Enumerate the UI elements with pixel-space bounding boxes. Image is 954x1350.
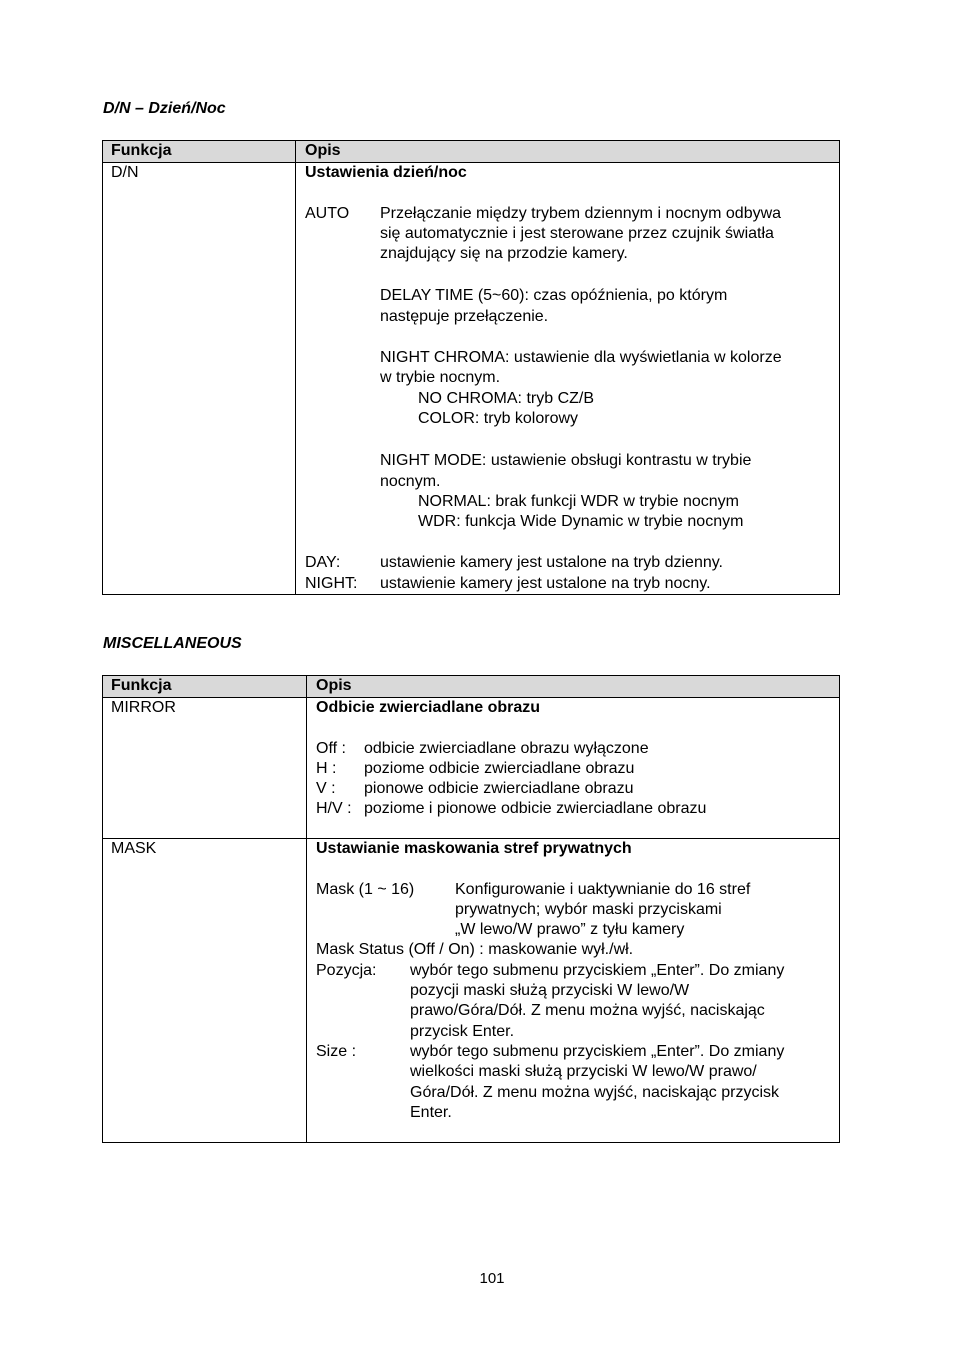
text-line: WDR: funkcja Wide Dynamic w trybie nocnym [418,513,744,531]
text-line: NIGHT CHROMA: ustawienie dla wyświetlania w kolorze [380,349,782,367]
position-option [316,961,831,1042]
table-header-row [103,676,840,698]
text-line: Konfigurowanie i uaktywnianie do 16 stref [455,880,751,898]
text-line: pozycji maski służą przyciski W lewo/W [410,982,690,1000]
text-line: wielkości maski służą przyciski W lewo/W prawo/ [410,1063,757,1081]
text-line: wybór tego submenu przyciskiem „Enter”. Do zmiany [410,961,785,979]
row-heading: Odbicie zwierciadlane obrazu [316,699,541,716]
text-line: Enter. [410,1103,452,1121]
option-text: poziome i pionowe odbicie zwierciadlane obrazu [364,800,707,818]
night-mode-options [305,492,831,533]
mirror-option [316,739,831,759]
row-heading: Ustawianie maskowania stref prywatnych [316,840,632,857]
night-mode-text [305,451,831,492]
text-line: nocnym. [380,472,441,490]
option-text: ustawienie kamery jest ustalone na tryb dzienny. [380,554,723,572]
header-description: Opis [296,141,840,163]
option-label: Off : [316,739,346,757]
mirror-option [316,779,831,799]
text-line: prywatnych; wybór maski przyciskami [455,900,722,918]
misc-table [102,675,840,1143]
option-label: DAY: [305,554,341,572]
description-cell [307,698,840,839]
table-row [103,163,840,595]
auto-option [305,204,831,265]
mask-option [316,880,831,941]
row-heading: Ustawienia dzień/noc [305,164,467,181]
header-function: Funkcja [103,141,296,163]
night-option [305,574,831,594]
text-line: prawo/Góra/Dół. Z menu można wyjść, naciskając [410,1002,765,1020]
function-cell: MIRROR [103,698,307,839]
night-chroma-text [305,348,831,389]
table-row [103,698,840,839]
text-line: NORMAL: brak funkcji WDR w trybie nocnym [418,492,739,510]
mask-status-line: Mask Status (Off / On) : maskowanie wył./wł. [316,941,634,959]
text-line: COLOR: tryb kolorowy [418,409,579,427]
option-label: AUTO [305,204,350,222]
page-number: 101 [479,1270,505,1287]
option-label: Pozycja: [316,961,377,979]
text-line: w trybie nocnym. [380,369,501,387]
mirror-option [316,799,831,819]
option-text: ustawienie kamery jest ustalone na tryb nocny. [380,574,711,592]
option-text: pionowe odbicie zwierciadlane obrazu [364,780,634,798]
option-text: poziome odbicie zwierciadlane obrazu [364,759,635,777]
table-row [103,839,840,1143]
text-line: NIGHT MODE: ustawienie obsługi kontrastu w trybie [380,452,752,470]
description-cell [307,839,840,1143]
function-cell: MASK [103,839,307,1143]
header-function: Funkcja [103,676,307,698]
option-label: V : [316,780,336,798]
text-line: NO CHROMA: tryb CZ/B [418,389,595,407]
option-label: Size : [316,1042,357,1060]
delay-time-text [305,286,831,327]
header-description: Opis [307,676,840,698]
text-line: się automatycznie i jest sterowane przez czujnik światła [380,224,774,242]
day-option [305,553,831,573]
text-line: Przełączanie między trybem dziennym i nocnym odbywa [380,204,782,222]
option-label: Mask (1 ~ 16) [316,880,415,898]
text-line: wybór tego submenu przyciskiem „Enter”. Do zmiany [410,1042,785,1060]
text-line: następuje przełączenie. [380,307,549,325]
section-title-misc: MISCELLANEOUS [103,635,242,652]
text-line: znajdujący się na przodzie kamery. [380,245,628,263]
text-line: Góra/Dół. Z menu można wyjść, naciskając przycisk [410,1083,779,1101]
text-line: „W lewo/W prawo” z tyłu kamery [455,921,685,939]
option-label: H/V : [316,800,352,818]
section-title-dn: D/N – Dzień/Noc [103,100,226,117]
description-cell [296,163,840,595]
table-header-row [103,141,840,163]
function-cell: D/N [103,163,296,595]
option-label: H : [316,759,337,777]
text-line: DELAY TIME (5~60): czas opóźnienia, po którym [380,287,728,305]
text-line: przycisk Enter. [410,1022,515,1040]
option-text: odbicie zwierciadlane obrazu wyłączone [364,739,649,757]
mirror-option [316,759,831,779]
option-label: NIGHT: [305,574,358,592]
dn-table [102,140,840,595]
size-option [316,1042,831,1123]
night-chroma-options [305,389,831,430]
